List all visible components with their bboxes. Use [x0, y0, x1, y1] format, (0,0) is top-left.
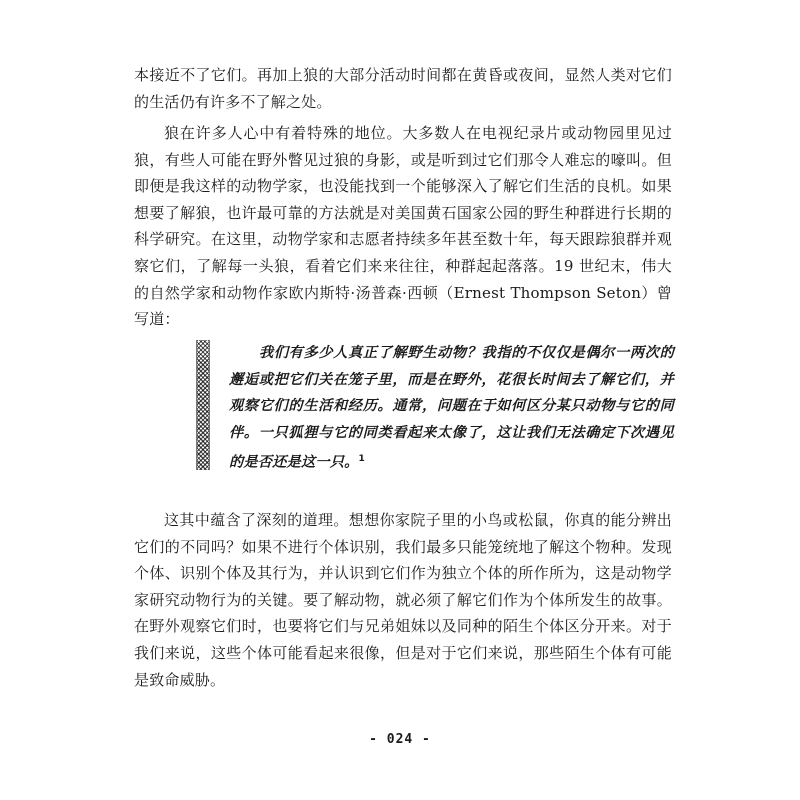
block-quote — [196, 340, 676, 475]
body-paragraph-2: 狼在许多人心中有着特殊的地位。大多数人在电视纪录片或动物园里见过狼，有些人可能在野外瞥见过狼的身影，或是听到过它们那令人难忘的嚎叫。但即便是我这样的动物学家，也没能找到一个能够深入了解它们生活的良机。如果想要了解狼，也许最可靠的方法就是对美国黄石国家公园的野生种群进行长期的科学研究。在这里，动物学家和志愿者持续多年甚至数十年，每天跟踪狼群并观察它们，了解每一头狼，看着它们来来往往，种群起起落落。19 世纪末，伟大的自然学家和动物作家欧内斯特·汤普森·西顿（Ernest Thompson Seton）曾写道： — [134, 124, 672, 329]
footnote-mark: 1 — [358, 454, 365, 464]
quote-text — [229, 340, 674, 476]
page-number: - 024 - — [369, 732, 431, 747]
quote-decorative-bar — [196, 340, 210, 470]
quote-body: 我们有多少人真正了解野生动物？我指的不仅仅是偶尔一两次的邂逅或把它们关在笼子里，而是在野外，花很长时间去了解它们，并观察它们的生活和经历。通常，问题在于如何区分某只动物与它的同伴。一只狐狸与它的同类看起来太像了，这让我们无法确定下次遇见的是否还是这一只。 — [229, 345, 674, 471]
body-paragraph-1: 本接近不了它们。再加上狼的大部分活动时间都在黄昏或夜间，显然人类对它们的生活仍有许多不了解之处。 — [134, 66, 672, 111]
body-paragraph-3: 这其中蕴含了深刻的道理。想想你家院子里的小鸟或松鼠，你真的能分辨出它们的不同吗？如果不进行个体识别，我们最多只能笼统地了解这个物种。发现个体、识别个体及其行为，并认识到它们作为独立个体的所作所为，这是动物学家研究动物行为的关键。要了解动物，就必须了解它们作为个体所发生的故事。在野外观察它们时，也要将它们与兄弟姐妹以及同种的陌生个体区分开来。对于我们来说，这些个体可能看起来很像，但是对于它们来说，那些陌生个体有可能是致命威胁。 — [134, 511, 672, 689]
